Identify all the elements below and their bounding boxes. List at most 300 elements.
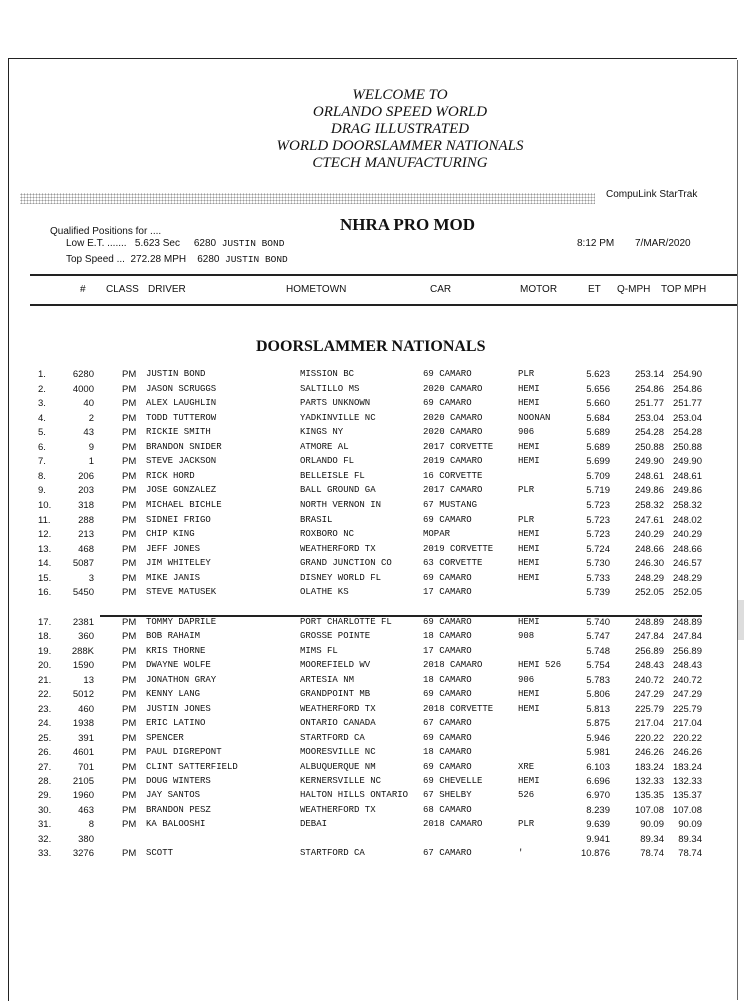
row-class: PM	[122, 819, 137, 831]
row-car: 67 SHELBY	[423, 790, 472, 801]
row-motor: HEMI 526	[518, 660, 562, 671]
top-speed-car: 6280	[197, 254, 220, 265]
table-row	[0, 675, 744, 689]
row-position: 19.	[38, 645, 52, 657]
row-class: PM	[122, 587, 137, 599]
row-top-mph: 89.34	[678, 833, 702, 845]
row-car-number: 1938	[72, 718, 94, 730]
qualifier-divider	[100, 615, 702, 617]
row-et: 5.875	[586, 718, 610, 730]
row-qmph: 246.30	[634, 558, 664, 570]
row-top-mph: 107.08	[672, 804, 702, 816]
row-driver: MIKE JANIS	[146, 572, 201, 583]
row-qmph: 248.89	[634, 617, 664, 628]
row-driver: ERIC LATINO	[146, 718, 206, 729]
row-position: 9.	[38, 485, 46, 497]
row-position: 4.	[38, 412, 46, 424]
row-motor: 906	[518, 427, 535, 438]
row-car: 63 CORVETTE	[423, 558, 483, 569]
row-motor: HEMI	[518, 703, 540, 714]
table-row	[0, 587, 744, 601]
row-car: 69 CAMARO	[423, 761, 472, 772]
row-qmph: 240.72	[634, 674, 664, 686]
table-row	[0, 747, 744, 761]
row-qmph: 258.32	[634, 499, 664, 511]
row-position: 1.	[38, 369, 46, 380]
row-qmph: 135.35	[634, 790, 664, 802]
row-car-number: 2105	[72, 775, 94, 787]
row-et: 5.709	[586, 470, 610, 482]
row-et: 5.660	[586, 398, 610, 410]
row-et: 6.696	[586, 775, 610, 787]
row-qmph: 90.09	[640, 819, 664, 831]
row-car-number: 701	[78, 761, 94, 773]
row-et: 9.941	[586, 833, 610, 845]
row-et: 5.733	[586, 572, 610, 584]
row-position: 7.	[38, 456, 46, 468]
row-top-mph: 78.74	[678, 848, 702, 860]
low-et-label: Low E.T. .......	[66, 238, 127, 249]
row-driver: JASON SCRUGGS	[146, 383, 217, 394]
row-driver: RICKIE SMITH	[146, 427, 211, 438]
row-top-mph: 249.86	[672, 485, 702, 497]
row-top-mph: 248.89	[672, 617, 702, 628]
row-top-mph: 254.90	[672, 369, 702, 380]
row-qmph: 225.79	[634, 703, 664, 715]
row-class: PM	[122, 543, 137, 555]
col-header-driver: DRIVER	[148, 284, 186, 295]
row-et: 6.103	[586, 761, 610, 773]
row-motor: HEMI	[518, 775, 540, 786]
row-motor: NOONAN	[518, 412, 551, 423]
table-row	[0, 413, 744, 427]
row-hometown: MIMS FL	[300, 645, 338, 656]
row-position: 23.	[38, 703, 52, 715]
row-driver: KENNY LANG	[146, 689, 201, 700]
row-qmph: 107.08	[634, 804, 664, 816]
row-qmph: 132.33	[634, 775, 664, 787]
row-class: PM	[122, 790, 137, 802]
row-car-number: 360	[78, 631, 94, 643]
table-row	[0, 805, 744, 819]
row-qmph: 256.89	[634, 645, 664, 657]
row-driver: STEVE JACKSON	[146, 456, 217, 467]
row-car: 17 CAMARO	[423, 645, 472, 656]
table-row	[0, 544, 744, 558]
row-et: 5.748	[586, 645, 610, 657]
top-speed-line	[66, 254, 288, 265]
print-date: 7/MAR/2020	[635, 238, 691, 249]
row-hometown: KERNERSVILLE NC	[300, 775, 382, 786]
row-hometown: BRASIL	[300, 514, 333, 525]
brand-label: CompuLink StarTrak	[606, 189, 698, 200]
row-hometown: ROXBORO NC	[300, 529, 355, 540]
row-car: 69 CAMARO	[423, 617, 472, 627]
table-row	[0, 485, 744, 499]
row-top-mph: 253.04	[672, 412, 702, 424]
row-class: PM	[122, 529, 137, 541]
row-position: 21.	[38, 674, 52, 686]
row-car: 2020 CAMARO	[423, 383, 483, 394]
row-driver: SPENCER	[146, 732, 184, 743]
table-row	[0, 617, 744, 631]
row-qmph: 248.43	[634, 660, 664, 672]
col-header-class: CLASS	[106, 284, 139, 295]
row-motor: HEMI	[518, 558, 540, 569]
row-car-number: 8	[88, 819, 94, 831]
row-qmph: 248.66	[634, 543, 664, 555]
table-row	[0, 631, 744, 645]
row-driver: JOSE GONZALEZ	[146, 485, 217, 496]
row-qmph: 249.86	[634, 485, 664, 497]
table-row	[0, 660, 744, 674]
row-driver: CHIP KING	[146, 529, 195, 540]
col-header-qmph: Q-MPH	[617, 284, 651, 295]
row-class: PM	[122, 412, 137, 424]
row-class: PM	[122, 689, 137, 701]
row-car: 68 CAMARO	[423, 804, 472, 815]
welcome-line: WORLD DOORSLAMMER NATIONALS	[276, 138, 524, 154]
row-car: 2017 CORVETTE	[423, 441, 494, 452]
row-qmph: 248.29	[634, 572, 664, 584]
row-top-mph: 248.29	[672, 572, 702, 584]
row-et: 5.981	[586, 747, 610, 759]
row-class: PM	[122, 383, 137, 395]
row-position: 11.	[38, 514, 51, 526]
row-driver: DOUG WINTERS	[146, 775, 211, 786]
row-class: PM	[122, 456, 137, 468]
row-top-mph: 240.72	[672, 674, 702, 686]
row-et: 5.723	[586, 529, 610, 541]
row-motor: HEMI	[518, 617, 540, 627]
row-top-mph: 240.29	[672, 529, 702, 541]
row-et: 5.724	[586, 543, 610, 555]
row-hometown: WEATHERFORD TX	[300, 543, 376, 554]
row-top-mph: 248.02	[672, 514, 702, 526]
page-title: NHRA PRO MOD	[340, 215, 476, 234]
row-car: 69 CHEVELLE	[423, 775, 483, 786]
row-driver: JEFF JONES	[146, 543, 201, 554]
row-driver: CLINT SATTERFIELD	[146, 761, 238, 772]
row-position: 16.	[38, 587, 52, 599]
row-motor: PLR	[518, 485, 535, 496]
dot-band	[20, 193, 595, 204]
row-position: 20.	[38, 660, 52, 672]
row-qmph: 250.88	[634, 441, 664, 453]
row-driver: SCOTT	[146, 848, 174, 859]
row-car: 18 CAMARO	[423, 631, 472, 642]
row-position: 18.	[38, 631, 52, 643]
row-top-mph: 252.05	[672, 587, 702, 599]
row-class: PM	[122, 572, 137, 584]
row-class: PM	[122, 499, 137, 511]
row-position: 32.	[38, 833, 52, 845]
row-hometown: SALTILLO MS	[300, 383, 360, 394]
row-class: PM	[122, 732, 137, 744]
row-top-mph: 246.57	[672, 558, 702, 570]
row-position: 33.	[38, 848, 52, 860]
row-top-mph: 90.09	[678, 819, 702, 831]
row-car-number: 318	[78, 499, 94, 511]
row-motor: HEMI	[518, 456, 540, 467]
row-qmph: 251.77	[634, 398, 664, 410]
row-class: PM	[122, 441, 137, 453]
row-driver: JAY SANTOS	[146, 790, 201, 801]
row-hometown: PARTS UNKNOWN	[300, 398, 371, 409]
row-driver: TODD TUTTEROW	[146, 412, 217, 423]
row-driver: DWAYNE WOLFE	[146, 660, 211, 671]
row-motor: HEMI	[518, 529, 540, 540]
row-position: 30.	[38, 804, 52, 816]
row-et: 5.747	[586, 631, 610, 643]
row-car-number: 4601	[72, 747, 94, 759]
row-top-mph: 248.66	[672, 543, 702, 555]
table-row	[0, 384, 744, 398]
row-qmph: 240.29	[634, 529, 664, 541]
row-et: 5.783	[586, 674, 610, 686]
row-driver: BRANDON PESZ	[146, 804, 211, 815]
col-header-top-mph: TOP MPH	[661, 284, 707, 295]
row-top-mph: 246.26	[672, 747, 702, 759]
row-car: 69 CAMARO	[423, 369, 472, 379]
row-class: PM	[122, 703, 137, 715]
row-driver: MICHAEL BICHLE	[146, 499, 222, 510]
row-et: 5.656	[586, 383, 610, 395]
row-position: 29.	[38, 790, 52, 802]
low-et-value: 5.623 Sec	[134, 238, 180, 249]
row-position: 14.	[38, 558, 52, 570]
row-car-number: 5450	[72, 587, 94, 599]
row-qmph: 254.28	[634, 427, 664, 439]
row-class: PM	[122, 631, 137, 643]
row-qmph: 252.05	[634, 587, 664, 599]
row-position: 22.	[38, 689, 52, 701]
top-speed-value: 272.28 MPH	[130, 254, 187, 265]
row-class: PM	[122, 470, 137, 482]
row-car-number: 6280	[72, 369, 94, 380]
row-et: 5.806	[586, 689, 610, 701]
row-qmph: 78.74	[640, 848, 664, 860]
row-car-number: 3	[88, 572, 94, 584]
row-car: 17 CAMARO	[423, 587, 472, 598]
row-class: PM	[122, 398, 137, 410]
low-et-driver: JUSTIN BOND	[221, 238, 285, 249]
row-hometown: GROSSE POINTE	[300, 631, 371, 642]
row-car-number: 203	[78, 485, 94, 497]
row-class: PM	[122, 775, 137, 787]
row-class: PM	[122, 558, 137, 570]
row-car: 2019 CAMARO	[423, 456, 483, 467]
row-hometown: ATMORE AL	[300, 441, 349, 452]
row-car-number: 213	[78, 529, 94, 541]
row-position: 3.	[38, 398, 46, 410]
row-et: 5.946	[586, 732, 610, 744]
welcome-line: WELCOME TO	[352, 87, 448, 103]
row-car: 69 CAMARO	[423, 732, 472, 743]
row-car: 69 CAMARO	[423, 689, 472, 700]
welcome-header	[210, 87, 590, 172]
row-et: 5.740	[586, 617, 610, 628]
row-hometown: ALBUQUERQUE NM	[300, 761, 376, 772]
row-driver: KA BALOOSHI	[146, 819, 206, 830]
row-et: 9.639	[586, 819, 610, 831]
row-position: 5.	[38, 427, 46, 439]
row-qmph: 253.04	[634, 412, 664, 424]
table-row	[0, 834, 744, 848]
table-row	[0, 646, 744, 660]
row-driver: RICK HORD	[146, 470, 195, 481]
row-hometown: STARTFORD CA	[300, 848, 365, 859]
table-row	[0, 529, 744, 543]
row-top-mph: 249.90	[672, 456, 702, 468]
row-et: 5.739	[586, 587, 610, 599]
row-car-number: 13	[83, 674, 94, 686]
col-header-car: CAR	[430, 284, 452, 295]
row-car: 67 CAMARO	[423, 848, 472, 859]
row-car: 2020 CAMARO	[423, 412, 483, 423]
table-row	[0, 558, 744, 572]
row-top-mph: 248.43	[672, 660, 702, 672]
row-car-number: 391	[78, 732, 94, 744]
row-car-number: 463	[78, 804, 94, 816]
row-hometown: MISSION BC	[300, 369, 355, 379]
row-driver: STEVE MATUSEK	[146, 587, 217, 598]
row-motor: HEMI	[518, 572, 540, 583]
row-et: 6.970	[586, 790, 610, 802]
row-class: PM	[122, 427, 137, 439]
table-row	[0, 573, 744, 587]
row-position: 2.	[38, 383, 46, 395]
row-driver: PAUL DIGREPONT	[146, 747, 222, 758]
row-class: PM	[122, 761, 137, 773]
row-driver: JUSTIN BOND	[146, 369, 206, 379]
qualified-label: Qualified Positions for ....	[50, 226, 162, 237]
table-row	[0, 515, 744, 529]
section-title: DOORSLAMMER NATIONALS	[256, 338, 486, 355]
row-car-number: 5012	[72, 689, 94, 701]
row-car-number: 1590	[72, 660, 94, 672]
row-car: 2018 CORVETTE	[423, 703, 494, 714]
row-hometown: MOOREFIELD WV	[300, 660, 371, 671]
row-driver: JUSTIN JONES	[146, 703, 211, 714]
row-top-mph: 220.22	[672, 732, 702, 744]
row-motor: 908	[518, 631, 535, 642]
row-position: 24.	[38, 718, 52, 730]
table-row	[0, 762, 744, 776]
table-row	[0, 427, 744, 441]
row-car: 69 CAMARO	[423, 398, 472, 409]
row-car: 67 CAMARO	[423, 718, 472, 729]
row-driver: TOMMY DAPRILE	[146, 617, 217, 627]
row-position: 17.	[38, 617, 52, 628]
row-car-number: 43	[83, 427, 94, 439]
row-qmph: 249.90	[634, 456, 664, 468]
row-et: 5.623	[586, 369, 610, 380]
row-motor: HEMI	[518, 383, 540, 394]
row-hometown: KINGS NY	[300, 427, 344, 438]
row-qmph: 217.04	[634, 718, 664, 730]
row-car: 67 MUSTANG	[423, 499, 478, 510]
row-class: PM	[122, 645, 137, 657]
row-top-mph: 183.24	[672, 761, 702, 773]
row-top-mph: 256.89	[672, 645, 702, 657]
table-row	[0, 718, 744, 732]
row-car-number: 460	[78, 703, 94, 715]
row-car: 69 CAMARO	[423, 514, 472, 525]
row-qmph: 253.14	[634, 369, 664, 380]
row-top-mph: 254.28	[672, 427, 702, 439]
row-top-mph: 225.79	[672, 703, 702, 715]
row-hometown: BALL GROUND GA	[300, 485, 376, 496]
row-class: PM	[122, 718, 137, 730]
row-position: 31.	[38, 819, 52, 831]
table-row	[0, 819, 744, 833]
row-car-number: 288	[78, 514, 94, 526]
row-qmph: 247.29	[634, 689, 664, 701]
row-et: 5.689	[586, 427, 610, 439]
row-hometown: ONTARIO CANADA	[300, 718, 376, 729]
row-driver: SIDNEI FRIGO	[146, 514, 211, 525]
row-qmph: 247.61	[634, 514, 664, 526]
table-row	[0, 398, 744, 412]
row-driver: JONATHON GRAY	[146, 674, 217, 685]
row-car: 18 CAMARO	[423, 674, 472, 685]
row-hometown: ARTESIA NM	[300, 674, 355, 685]
row-driver: JIM WHITELEY	[146, 558, 211, 569]
header-rule-top	[30, 274, 737, 276]
row-et: 5.719	[586, 485, 610, 497]
row-class: PM	[122, 674, 137, 686]
row-position: 26.	[38, 747, 52, 759]
row-position: 28.	[38, 775, 52, 787]
row-class: PM	[122, 369, 137, 380]
row-et: 5.730	[586, 558, 610, 570]
row-car: 69 CAMARO	[423, 572, 472, 583]
table-row	[0, 471, 744, 485]
row-top-mph: 135.37	[672, 790, 702, 802]
top-speed-label: Top Speed ...	[66, 254, 125, 265]
table-row	[0, 689, 744, 703]
row-car-number: 1960	[72, 790, 94, 802]
row-top-mph: 248.61	[672, 470, 702, 482]
row-top-mph: 217.04	[672, 718, 702, 730]
row-driver: ALEX LAUGHLIN	[146, 398, 217, 409]
row-et: 5.723	[586, 514, 610, 526]
row-et: 5.699	[586, 456, 610, 468]
row-car-number: 5087	[72, 558, 94, 570]
row-hometown: BELLEISLE FL	[300, 470, 365, 481]
row-qmph: 246.26	[634, 747, 664, 759]
row-car-number: 288K	[71, 645, 94, 657]
welcome-line: ORLANDO SPEED WORLD	[312, 104, 488, 120]
row-et: 10.876	[580, 848, 610, 860]
row-hometown: STARTFORD CA	[300, 732, 365, 743]
row-top-mph: 254.86	[672, 383, 702, 395]
row-motor: XRE	[518, 761, 535, 772]
low-et-car: 6280	[193, 238, 217, 249]
table-row	[0, 369, 744, 383]
row-top-mph: 251.77	[672, 398, 702, 410]
row-car: 2018 CAMARO	[423, 660, 483, 671]
row-motor: 906	[518, 674, 535, 685]
row-hometown: OLATHE KS	[300, 587, 349, 598]
row-et: 5.813	[586, 703, 610, 715]
table-row	[0, 456, 744, 470]
row-car: MOPAR	[423, 529, 451, 540]
row-car-number: 2381	[72, 617, 94, 628]
row-motor: HEMI	[518, 543, 540, 554]
row-top-mph: 247.29	[672, 689, 702, 701]
